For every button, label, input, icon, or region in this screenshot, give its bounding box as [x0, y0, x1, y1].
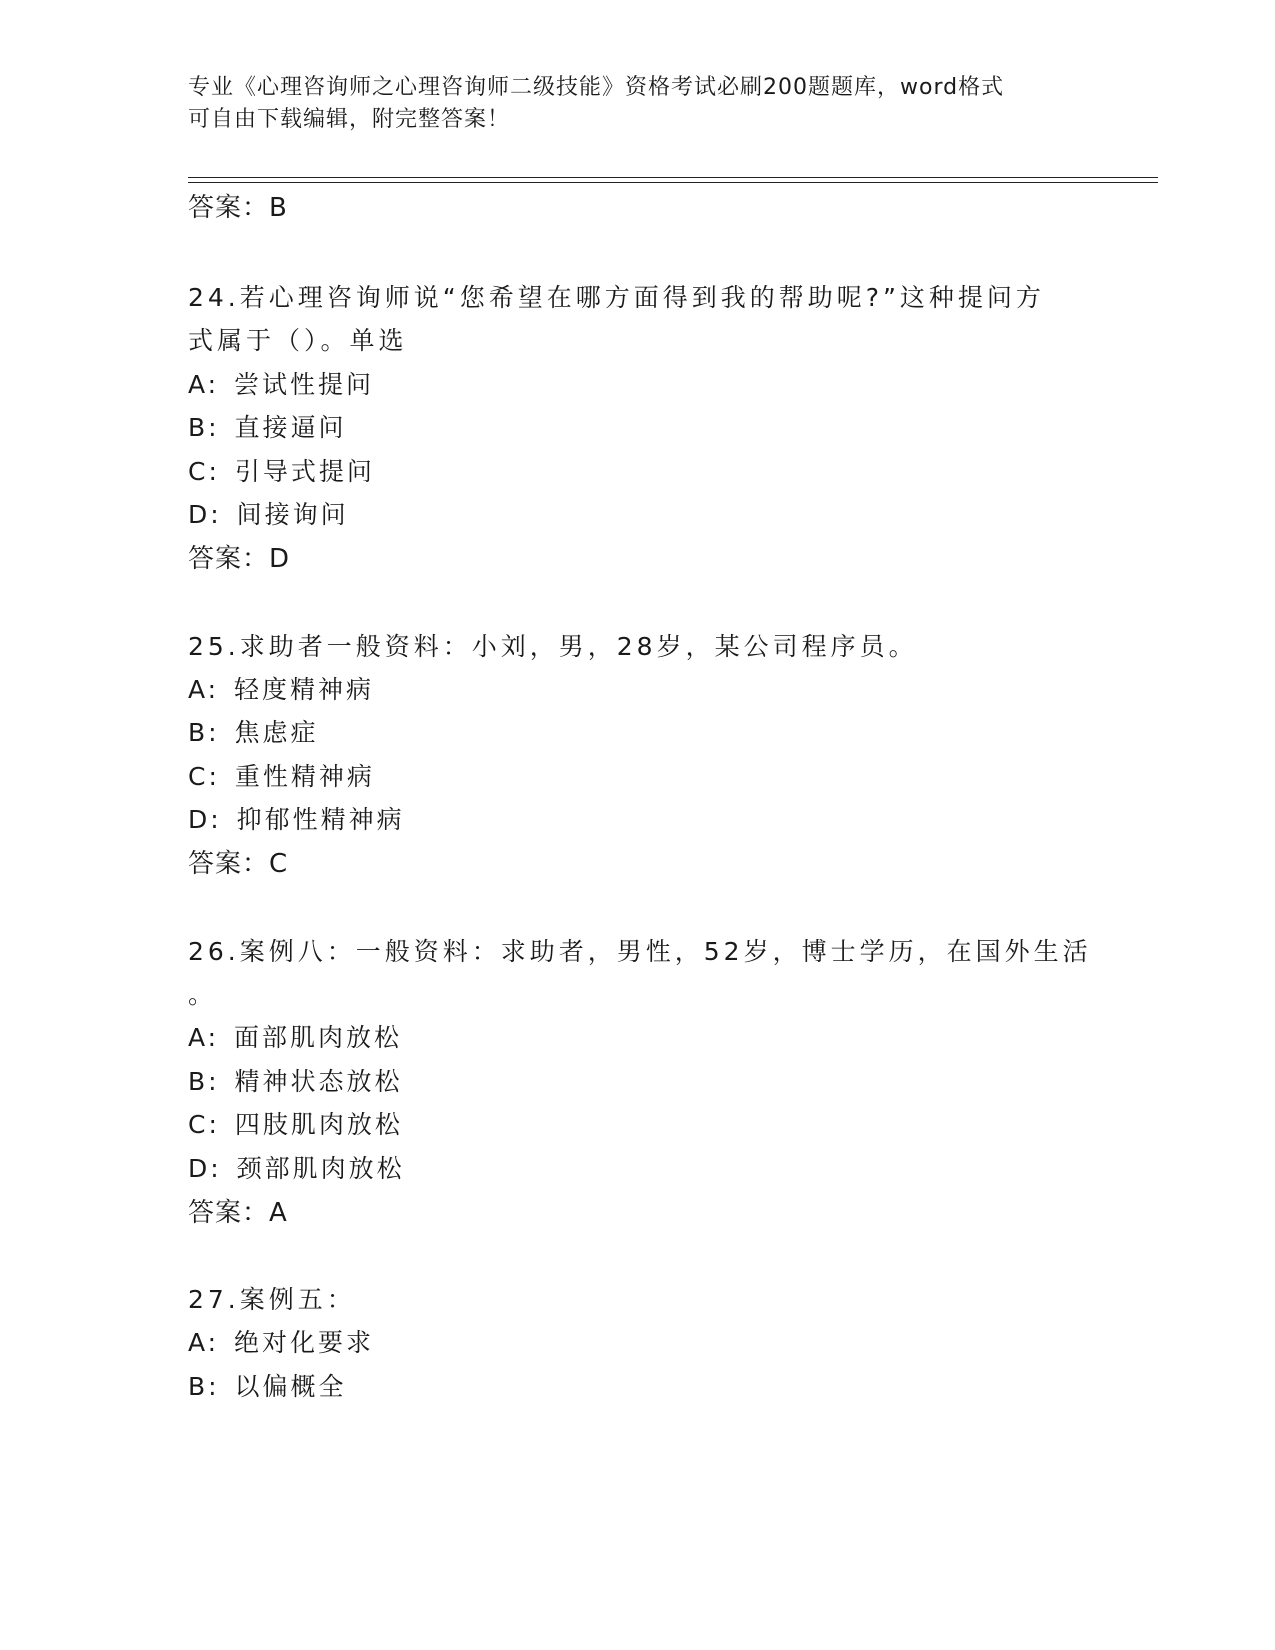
question-26-stem-line-2: 。	[188, 980, 218, 1009]
option-text: 轻度精神病	[234, 675, 375, 704]
option-text: 抑郁性精神病	[236, 805, 405, 834]
question-25-answer: 答案：C	[188, 849, 289, 879]
option-text: 面部肌肉放松	[234, 1023, 403, 1052]
option-text: 重性精神病	[234, 762, 375, 791]
option-text: 直接逼问	[234, 413, 347, 442]
option-letter: D:	[188, 805, 222, 834]
option-text: 尝试性提问	[234, 370, 375, 399]
question-25-option-a	[188, 675, 374, 705]
question-27-stem-line-1: 27.案例五：	[188, 1285, 356, 1314]
question-24-option-d	[188, 500, 349, 530]
option-letter: C:	[188, 762, 220, 791]
option-text: 间接询问	[236, 500, 349, 529]
option-letter: B:	[188, 413, 220, 442]
question-27-option-a	[188, 1328, 374, 1358]
question-24-stem-line-2: 式属于（）。单选	[188, 326, 408, 355]
question-26-option-d	[188, 1154, 405, 1184]
question-24-option-a	[188, 370, 374, 400]
question-26-stem-line-1: 26.案例八：一般资料：求助者，男性，52岁，博士学历，在国外生活	[188, 937, 1092, 966]
header-line-1: 专业《心理咨询师之心理咨询师二级技能》资格考试必刷200题题库，word格式	[188, 75, 1005, 100]
option-text: 焦虑症	[234, 718, 319, 747]
question-26-option-a	[188, 1023, 402, 1053]
option-text: 绝对化要求	[234, 1328, 375, 1357]
document-header	[188, 72, 1088, 136]
question-24-option-b	[188, 413, 347, 443]
header-divider-bottom	[188, 182, 1158, 183]
option-letter: D:	[188, 1154, 222, 1183]
option-text: 四肢肌肉放松	[234, 1110, 403, 1139]
header-line-2: 可自由下载编辑，附完整答案！	[188, 107, 511, 132]
question-24-answer: 答案：D	[188, 544, 291, 574]
question-25-stem-line-1: 25.求助者一般资料：小刘，男，28岁，某公司程序员。	[188, 632, 918, 661]
option-text: 精神状态放松	[234, 1067, 403, 1096]
previous-answer: 答案：B	[188, 193, 288, 223]
option-letter: A:	[188, 675, 220, 704]
option-letter: A:	[188, 1023, 220, 1052]
option-letter: C:	[188, 1110, 220, 1139]
question-25-option-d	[188, 805, 405, 835]
option-letter: A:	[188, 370, 220, 399]
option-letter: A:	[188, 1328, 220, 1357]
question-26-option-c	[188, 1110, 403, 1140]
question-26-option-b	[188, 1067, 403, 1097]
question-25-option-c	[188, 762, 375, 792]
option-text: 颈部肌肉放松	[236, 1154, 405, 1183]
question-26-answer: 答案：A	[188, 1198, 288, 1228]
header-divider-top	[188, 177, 1158, 178]
option-text: 引导式提问	[234, 457, 375, 486]
question-24-stem-line-1: 24.若心理咨询师说“您希望在哪方面得到我的帮助呢?”这种提问方	[188, 283, 1045, 312]
option-text: 以偏概全	[234, 1372, 347, 1401]
option-letter: C:	[188, 457, 220, 486]
question-27-option-b	[188, 1372, 347, 1402]
option-letter: B:	[188, 1372, 220, 1401]
option-letter: B:	[188, 718, 220, 747]
option-letter: B:	[188, 1067, 220, 1096]
question-24-option-c	[188, 457, 375, 487]
question-25-option-b	[188, 718, 319, 748]
option-letter: D:	[188, 500, 222, 529]
